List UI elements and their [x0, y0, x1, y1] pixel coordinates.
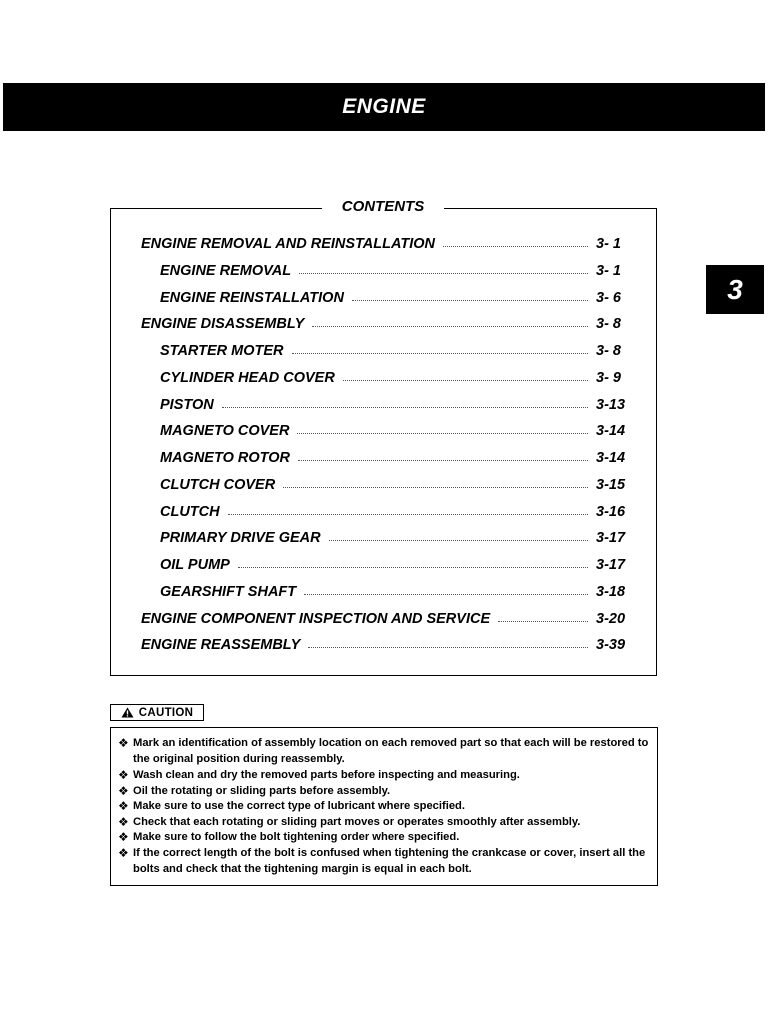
toc-leader-dots [312, 326, 588, 327]
toc-leader-dots [498, 621, 588, 622]
toc-leader-dots [329, 540, 588, 541]
contents-heading: CONTENTS [322, 197, 444, 217]
toc-entry [0, 502, 768, 522]
toc-leader-dots [283, 487, 588, 488]
caution-label-text: CAUTION [138, 706, 194, 719]
toc-entry [0, 395, 768, 415]
toc-entry [0, 288, 768, 308]
warning-triangle-icon [121, 707, 134, 718]
toc-entry-label: MAGNETO COVER [160, 423, 290, 440]
caution-item-text: If the correct length of the bolt is confused when tightening the crankcase or cover, insert all the bolts and check that the tightening margin is equal in each bolt. [133, 847, 646, 875]
page-title-bar [3, 83, 765, 131]
caution-item [118, 830, 650, 846]
toc-entry-label: ENGINE REASSEMBLY [141, 637, 301, 654]
toc-entry-label: ENGINE REINSTALLATION [160, 289, 344, 306]
toc-leader-dots [352, 300, 588, 301]
toc-entry [0, 582, 768, 602]
diamond-bullet-icon: ❖ [118, 768, 129, 782]
toc-entry-label: ENGINE DISASSEMBLY [141, 316, 305, 333]
toc-entry [0, 261, 768, 281]
toc-entry-label: GEARSHIFT SHAFT [160, 583, 297, 600]
toc-entry-page: 3-13 [596, 396, 626, 413]
caution-item-text: Oil the rotating or sliding parts before assembly. [133, 784, 391, 797]
toc-entry [0, 528, 768, 548]
toc-entry-label: ENGINE REMOVAL [160, 262, 292, 279]
toc-entry-page: 3- 1 [596, 236, 621, 252]
toc-entry-page: 3-18 [596, 583, 626, 600]
toc-entry-label: ENGINE COMPONENT INSPECTION AND SERVICE [141, 610, 491, 627]
toc-leader-dots [443, 246, 588, 247]
toc-entry-page: 3-39 [596, 637, 626, 654]
toc-entry-page: 3- 9 [596, 369, 621, 386]
page-title: ENGINE [342, 95, 426, 118]
caution-item-text: Check that each rotating or sliding part moves or operates smoothly after assembly. [133, 815, 581, 828]
toc-entry-label: STARTER MOTER [160, 343, 284, 359]
toc-entry [0, 448, 768, 468]
diamond-bullet-icon: ❖ [118, 799, 129, 814]
caution-item-text: Make sure to use the correct type of lubricant where specified. [133, 800, 465, 813]
toc-entry-page: 3-17 [596, 530, 626, 547]
toc-entry [0, 635, 768, 655]
toc-entry-label: PISTON [160, 396, 214, 413]
diamond-bullet-icon: ❖ [118, 830, 129, 845]
toc-entry-label: MAGNETO ROTOR [160, 450, 290, 466]
toc-entry-label: CYLINDER HEAD COVER [160, 369, 335, 386]
diamond-bullet-icon: ❖ [118, 846, 129, 860]
toc-entry [0, 314, 768, 334]
toc-leader-dots [308, 647, 588, 648]
toc-entry-label: CLUTCH COVER [160, 476, 276, 493]
diamond-bullet-icon: ❖ [118, 736, 129, 750]
toc-entry [0, 368, 768, 388]
toc-leader-dots [298, 460, 588, 461]
caution-item [118, 736, 650, 767]
toc-entry-page: 3-20 [596, 610, 626, 627]
toc-leader-dots [222, 407, 588, 408]
toc-entry-page: 3- 1 [596, 262, 621, 279]
caution-item [118, 784, 650, 800]
toc-leader-dots [292, 353, 588, 354]
toc-entry [0, 234, 768, 254]
toc-leader-dots [343, 380, 588, 381]
caution-label [110, 704, 204, 721]
chapter-number: 3 [727, 273, 743, 305]
toc-leader-dots [297, 433, 588, 434]
caution-item [118, 768, 650, 784]
diamond-bullet-icon: ❖ [118, 814, 129, 829]
toc-leader-dots [299, 273, 588, 274]
toc-leader-dots [304, 594, 588, 595]
toc-entry-label: OIL PUMP [160, 557, 230, 573]
diamond-bullet-icon: ❖ [118, 783, 129, 798]
toc-entry-page: 3-14 [596, 450, 626, 466]
toc-entry [0, 555, 768, 575]
toc-entry-label: ENGINE REMOVAL AND REINSTALLATION [141, 236, 436, 252]
caution-item [118, 815, 650, 831]
toc-leader-dots [228, 514, 588, 515]
caution-item [118, 846, 650, 877]
toc-entry-page: 3-14 [596, 423, 626, 440]
toc-entry [0, 421, 768, 441]
toc-leader-dots [238, 567, 588, 568]
toc-entry-label: PRIMARY DRIVE GEAR [160, 530, 321, 547]
toc-entry [0, 609, 768, 629]
toc-entry-page: 3- 8 [596, 316, 621, 333]
caution-item-text: Make sure to follow the bolt tightening order where specified. [133, 831, 460, 844]
toc-entry-page: 3-15 [596, 476, 626, 493]
toc-entry [0, 475, 768, 495]
toc-entry [0, 341, 768, 361]
toc-entry-page: 3-17 [596, 557, 626, 573]
caution-item [118, 799, 650, 815]
caution-item-text: Wash clean and dry the removed parts before inspecting and measuring. [133, 769, 520, 781]
toc-entry-page: 3- 8 [596, 343, 621, 359]
toc-entry-page: 3-16 [596, 503, 626, 520]
caution-item-text: Mark an identification of assembly location on each removed part so that each will be restored to the original position during reassembly. [133, 737, 649, 765]
toc-entry-label: CLUTCH [160, 503, 220, 520]
toc-entry-page: 3- 6 [596, 289, 621, 306]
